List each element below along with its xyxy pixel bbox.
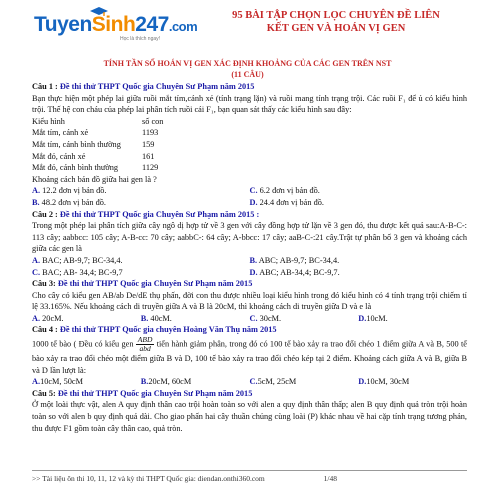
count-column-header: số con [142,116,164,126]
answer-option[interactable] [250,255,468,267]
option-letter: C. [249,377,258,387]
question-2-heading [32,209,467,221]
count-cell: 1129 [142,163,159,173]
phenotype-cell: Mắt tím, cánh bình thường [32,139,121,149]
question-1-prompt: Khoảng cách bản đồ giữa hai gen là ? [32,174,157,184]
option-letter: B. [140,313,149,323]
answer-option[interactable] [250,313,359,325]
question-1-heading [32,81,467,93]
question-5-text: Ở một loài thực vật, alen A quy định thân cao trội hoàn toàn so với alen a quy định thân thấp; alen B quy định quả tròn trội hoàn toàn so với alen b quy định quả dài. Cho giao phấn hai cây thuần chủng cùng loài (P) khác nhau về hai cặp tính trạng tương phản, thu được F1 gồm toàn cây thân cao, quả tròn. [32,400,467,433]
section-title-line1: TÍNH TẦN SỐ HOÁN VỊ GEN XÁC ĐỊNH KHOẢNG CỦA CÁC GEN TRÊN NST [103,59,392,68]
option-letter: D. [358,313,367,323]
document-title [186,9,486,35]
question-3-number: Câu 3: [32,279,56,289]
option-text: ABC; AB-34,4; BC-9,7. [257,267,340,277]
option-letter: B. [140,377,149,387]
answer-option[interactable] [141,376,250,388]
logo-text-tuyen: Tuyen [34,13,92,36]
option-text: BAC; AB- 34,4; BC-9,7 [40,267,123,277]
question-3-source: Đề thi thử THPT Quốc gia Chuyên Sư Phạm năm 2015 [55,279,253,289]
answer-option[interactable] [141,313,250,325]
logo-text-247: 247 [135,13,169,36]
document-title-line2: KẾT GEN VÀ HOÁN VỊ GEN [266,23,406,34]
question-5-number: Câu 5: [32,388,56,398]
phenotype-cell: Mắt tím, cánh xẻ [32,128,89,138]
option-letter: D. [249,197,258,207]
question-5-heading [32,388,467,400]
fraction-numerator: ABD [137,335,153,345]
question-3-heading [32,278,467,290]
answer-option[interactable] [250,267,468,279]
option-letter: C. [32,267,41,277]
question-4-number: Câu 4 : [32,325,58,335]
question-4-heading [32,324,467,336]
option-letter: C. [249,313,258,323]
answer-option[interactable] [32,267,250,279]
option-text: 10cM, 30cM [366,377,410,387]
page-footer [32,470,467,483]
answer-option[interactable] [32,197,250,209]
table-row [32,127,467,139]
option-text: 5cM, 25cM [257,377,297,387]
option-text: 10cM. [366,313,388,323]
question-4-options [32,376,467,388]
question-1-options [32,185,467,208]
question-4-text-start: 1000 tế bào ( Đều có kiểu gen [32,339,136,349]
answer-option[interactable] [358,376,467,388]
option-letter: A. [32,186,41,196]
page-header [0,0,495,52]
answer-option[interactable] [250,197,468,209]
question-2-text: Trong một phép lai phân tích giữa cây ngô dị hợp tử về 3 gen với cây đồng hợp tử lặn về 3 gen đó, thu được kết quả sau:A-B-C-: 113 cây; aabbcc: 105 cây; A-B-cc: 70 cây; aabbC-: 64 cây; A-bbcc: 17 cây; aaB-C-:21 cây.Trật tự phân bố 3 gen và khoảng cách giữa các gen là [32,221,467,254]
option-letter: C. [249,186,258,196]
logo-text-sinh: Sinh [91,13,136,36]
table-row [32,162,467,174]
option-letter: A. [32,255,41,265]
table-row [32,151,467,163]
question-3-options [32,313,467,325]
option-letter: A. [32,313,41,323]
section-title [90,58,405,80]
question-5-source: Đề thi thử THPT Quốc gia Chuyên Sư Phạm năm 2015 [55,388,253,398]
count-cell: 161 [142,151,155,161]
option-text: 48.2 đơn vị bản đồ. [39,197,106,207]
phenotype-cell: Mắt đỏ, cánh xẻ [32,151,86,161]
question-2-options [32,255,467,278]
option-text: 40cM. [148,313,172,323]
option-text: 24.4 đơn vị bản đồ. [257,197,324,207]
document-title-line1: 95 BÀI TẬP CHỌN LỌC CHUYÊN ĐỀ LIÊN [232,10,440,21]
option-text: BAC; AB-9,7; BC-34,4. [40,255,123,265]
question-1-text: Bạn thực hiện một phép lai giữa ruồi mắt tím,cánh xẻ (tính trạng lặn) và ruồi mang tính trạng trội. Các ruồi F₁ để ủ có kiểu hình trội. Thế hệ con cháu của phép lai phân tích ruồi cái F₁, bạn quan sát thấy các kiểu hình sau đây: [32,93,467,115]
option-letter: B. [32,197,40,207]
phenotype-table-header [32,116,467,128]
question-4-source: Đề thi thử THPT Quốc gia chuyên Hoàng Văn Thụ năm 2015 [57,325,277,335]
answer-option[interactable] [32,255,250,267]
answer-option[interactable] [32,185,250,197]
option-text: 10cM, 50cM [40,377,83,387]
option-text: 20cM. [40,313,64,323]
page-number: 1/48 [323,474,337,483]
logo-text-dotcom: .com [168,19,198,34]
answer-option[interactable] [250,185,468,197]
count-cell: 159 [142,139,155,149]
question-4-text-end: tiến hành giảm phân, trong đó có 100 tế bào xảy ra trao đổi chéo 1 điểm giữa A và B, 500 tế bào xảy ra trao đổi chéo một điểm giữa B và D, 100 tế bào xảy ra trao đổi chéo kép tại 2 điểm. Khoảng cách giữa A và B, giữa B và D lần lượt là: [32,339,467,375]
option-letter: A. [32,377,41,387]
question-1-source: Đề thi thử THPT Quốc gia Chuyên Sư Phạm năm 2015 [57,82,255,91]
option-text: 12.2 đơn vị bản đồ. [40,186,107,196]
question-4-text [32,336,467,376]
phenotype-column-header: Kiểu hình [32,116,65,126]
phenotype-cell: Mắt đỏ, cánh bình thường [32,163,119,173]
option-letter: D. [249,267,258,277]
question-2-source: Đề thi thử THPT Quốc gia Chuyên Sư Phạm năm 2015 : [57,209,260,219]
section-title-line2: (11 CÂU) [231,70,264,79]
question-2-number: Câu 2 : [32,209,58,219]
logo-tagline: Học là thích ngay! [120,36,161,42]
answer-option[interactable] [358,313,467,325]
count-cell: 1193 [142,128,159,138]
option-text: 20cM, 60cM [148,377,192,387]
option-text: 30cM. [257,313,282,323]
option-text: 6.2 đơn vị bản đồ. [257,186,320,196]
genotype-fraction [136,336,155,353]
footer-link[interactable]: >> Tài liệu ôn thi 10, 11, 12 và kỳ thi THPT Quốc gia: diendan.onthi360.com [32,474,265,483]
fraction-denominator: abd [139,344,151,354]
option-text: ABC; AB-9,7; BC-34,4. [257,255,340,265]
site-logo[interactable] [34,14,197,38]
option-letter: B. [249,255,258,265]
table-row [32,139,467,151]
question-3-text: Cho cây có kiểu gen AB/ab De/dE thụ phấn, đời con thu được nhiều loại kiểu hình trong đó kiểu hình có 4 tính trạng trội chiếm tỉ lệ 33.165%. Nếu khoảng cách di truyền giữa A và B là 20cM, thì khoảng cách di truyền giữa D và e là [32,290,467,312]
answer-option[interactable] [32,313,141,325]
answer-option[interactable] [250,376,359,388]
answer-option[interactable] [32,376,141,388]
questions-content [32,81,467,434]
option-letter: D. [358,377,367,387]
question-1-number: Câu 1 : [32,82,58,91]
